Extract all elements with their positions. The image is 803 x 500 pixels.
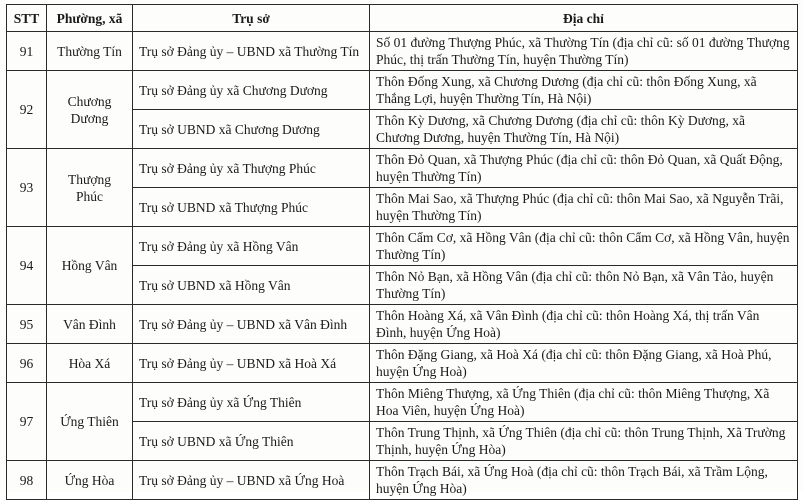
cell-address: Thôn Trung Thịnh, xã Ứng Thiên (địa chỉ cũ: thôn Trung Thịnh, Xã Trường Thịnh, huyện Ứng Hòa) (370, 422, 798, 461)
cell-address: Thôn Cẩm Cơ, xã Hồng Vân (địa chỉ cũ: thôn Cẩm Cơ, xã Hồng Vân, huyện Thường Tín) (370, 227, 798, 266)
header-office: Trụ sở (133, 5, 370, 32)
cell-office: Trụ sở UBND xã Chương Dương (133, 110, 370, 149)
table-row (7, 71, 798, 110)
cell-ward: Ứng Hòa (47, 461, 133, 500)
cell-office: Trụ sở Đảng ủy – UBND xã Vân Đình (133, 305, 370, 344)
cell-ward: Ứng Thiên (47, 383, 133, 461)
office-address-table (6, 4, 798, 500)
cell-address: Thôn Đống Xung, xã Chương Dương (địa chỉ cũ: thôn Đống Xung, xã Thắng Lợi, huyện Thường Tín, Hà Nội) (370, 71, 798, 110)
cell-ward: Hòa Xá (47, 344, 133, 383)
table-row (7, 344, 798, 383)
cell-address: Thôn Hoàng Xá, xã Vân Đình (địa chỉ cũ: thôn Hoàng Xá, thị trấn Vân Đình, huyện Ứng Hoà) (370, 305, 798, 344)
cell-address: Thôn Nỏ Bạn, xã Hồng Vân (địa chỉ cũ: thôn Nỏ Bạn, xã Vân Tảo, huyện Thường Tín) (370, 266, 798, 305)
cell-ward: Thượng Phúc (47, 149, 133, 227)
table-header-row (7, 5, 798, 32)
cell-stt: 96 (7, 344, 47, 383)
cell-ward: Hồng Vân (47, 227, 133, 305)
cell-stt: 91 (7, 32, 47, 71)
cell-office: Trụ sở UBND xã Thượng Phúc (133, 188, 370, 227)
cell-office: Trụ sở Đảng ủy xã Ứng Thiên (133, 383, 370, 422)
cell-address: Thôn Trạch Bái, xã Ứng Hoà (địa chỉ cũ: thôn Trạch Bái, xã Trầm Lộng, huyện Ứng Hòa) (370, 461, 798, 500)
cell-office: Trụ sở UBND xã Ứng Thiên (133, 422, 370, 461)
cell-office: Trụ sở Đảng ủy xã Thượng Phúc (133, 149, 370, 188)
cell-ward: Chương Dương (47, 71, 133, 149)
cell-ward: Thường Tín (47, 32, 133, 71)
cell-stt: 97 (7, 383, 47, 461)
table-row (7, 32, 798, 71)
cell-office: Trụ sở Đảng ủy – UBND xã Thường Tín (133, 32, 370, 71)
cell-office: Trụ sở Đảng ủy – UBND xã Ứng Hoà (133, 461, 370, 500)
table-row (7, 461, 798, 500)
cell-address: Thôn Mai Sao, xã Thượng Phúc (địa chỉ cũ: thôn Mai Sao, xã Nguyễn Trãi, huyện Thường Tín) (370, 188, 798, 227)
cell-office: Trụ sở UBND xã Hồng Vân (133, 266, 370, 305)
cell-ward: Vân Đình (47, 305, 133, 344)
cell-office: Trụ sở Đảng ủy xã Chương Dương (133, 71, 370, 110)
table-row (7, 305, 798, 344)
cell-stt: 93 (7, 149, 47, 227)
cell-office: Trụ sở Đảng ủy xã Hồng Vân (133, 227, 370, 266)
cell-stt: 94 (7, 227, 47, 305)
cell-address: Thôn Đỏ Quan, xã Thượng Phúc (địa chỉ cũ: thôn Đỏ Quan, xã Quất Động, huyện Thường Tín) (370, 149, 798, 188)
header-ward: Phường, xã (47, 5, 133, 32)
cell-address: Thôn Đặng Giang, xã Hoà Xá (địa chỉ cũ: thôn Đặng Giang, xã Hoà Phú, huyện Ứng Hoà) (370, 344, 798, 383)
header-stt: STT (7, 5, 47, 32)
table-row (7, 149, 798, 188)
table-row (7, 383, 798, 422)
cell-stt: 92 (7, 71, 47, 149)
table-row (7, 227, 798, 266)
cell-address: Số 01 đường Thượng Phúc, xã Thường Tín (địa chỉ cũ: số 01 đường Thượng Phúc, thị trấn Thường Tín, huyện Thường Tín) (370, 32, 798, 71)
cell-office: Trụ sở Đảng ủy – UBND xã Hoà Xá (133, 344, 370, 383)
cell-stt: 95 (7, 305, 47, 344)
header-address: Địa chỉ (370, 5, 798, 32)
cell-address: Thôn Miêng Thượng, xã Ứng Thiên (địa chỉ cũ: thôn Miêng Thượng, Xã Hoa Viên, huyện Ứng Hoà) (370, 383, 798, 422)
cell-address: Thôn Kỳ Dương, xã Chương Dương (địa chỉ cũ: thôn Kỳ Dương, xã Chương Dương, huyện Thường Tín, Hà Nội) (370, 110, 798, 149)
cell-stt: 98 (7, 461, 47, 500)
